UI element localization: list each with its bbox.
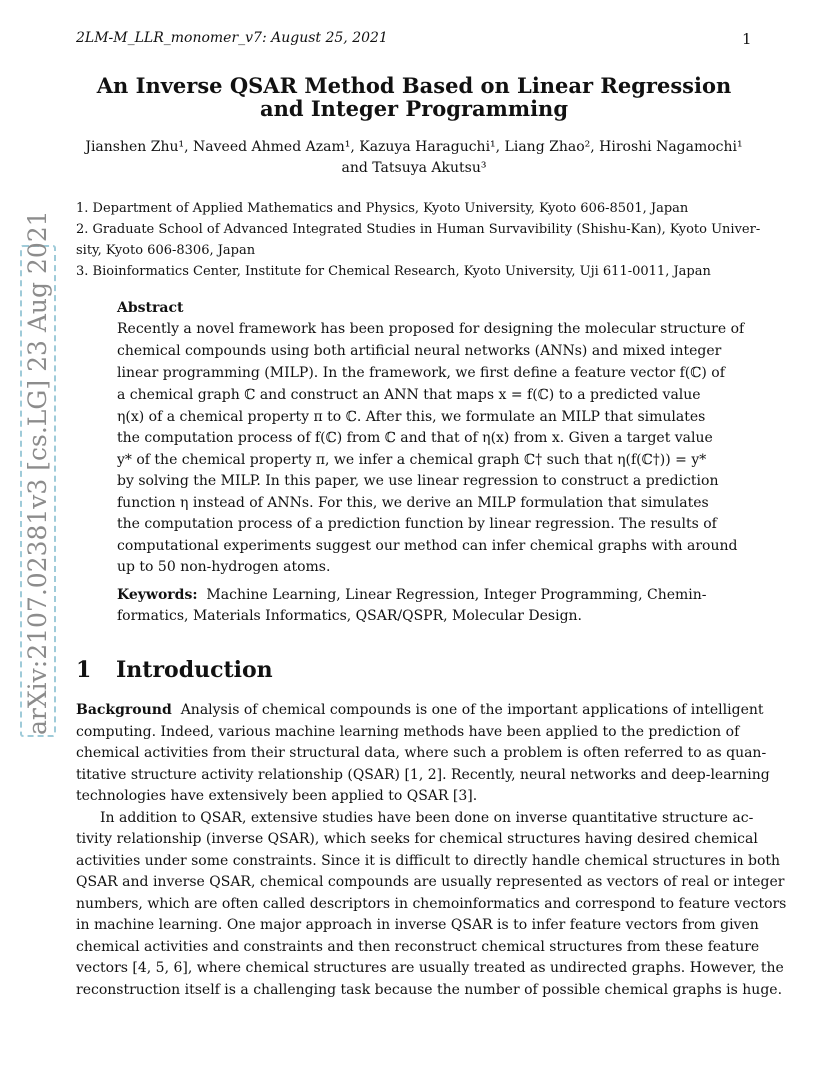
paper-title-line-2: and Integer Programming [259,96,569,121]
section-title: Introduction [116,657,273,683]
abstract-line: chemical compounds using both artificial neural networks (ANNs) and mixed integer [117,343,722,359]
body-line: tivity relationship (inverse QSAR), which seeks for chemical structures having desired chemical [76,831,758,847]
arxiv-stamp [20,210,56,737]
abstract-line: computational experiments suggest our method can infer chemical graphs with around [117,538,738,554]
body-line: titative structure activity relationship (QSAR) [1, 2]. Recently, neural networks and deep-learning [76,767,770,783]
affiliation-2-continued: sity, Kyoto 606-8306, Japan [76,243,256,258]
body-line [76,702,764,718]
abstract-line: the computation process of f(ℂ) from ℂ and that of η(x) from x. Given a target value [117,430,713,446]
body-line: In addition to QSAR, extensive studies have been done on inverse quantitative structure ac- [100,810,754,826]
keywords-label: Keywords: [117,587,198,603]
body-line: reconstruction itself is a challenging task because the number of possible chemical graphs is huge. [76,982,783,998]
keywords-text: Machine Learning, Linear Regression, Integer Programming, Chemin- [206,587,707,603]
body-line: activities under some constraints. Since it is difficult to directly handle chemical structures in both [76,853,781,869]
running-header: 2LM-M_LLR_monomer_v7: August 25, 2021 [76,30,388,46]
abstract-line: the computation process of a prediction function by linear regression. The results of [117,516,717,532]
abstract-line: a chemical graph ℂ and construct an ANN that maps x = f(ℂ) to a predicted value [117,387,701,403]
abstract-line: y* of the chemical property π, we infer a chemical graph ℂ† such that η(f(ℂ†)) = y* [117,452,707,468]
authors-line-1: Jianshen Zhu¹, Naveed Ahmed Azam¹, Kazuya Haraguchi¹, Liang Zhao², Hiroshi Nagamochi¹ [85,139,743,155]
arxiv-identifier[interactable]: arXiv:2107.02381v3 [cs.LG] 23 Aug 2021 [23,210,52,735]
authors-line-2: and Tatsuya Akutsu³ [341,160,487,176]
affiliation-2: 2. Graduate School of Advanced Integrated Studies in Human Survavibility (Shishu-Kan), Kyoto Univer- [76,222,761,237]
section-number: 1 [76,657,92,683]
affiliation-3: 3. Bioinformatics Center, Institute for Chemical Research, Kyoto University, Uji 611-0011, Japan [76,264,711,279]
abstract-line: Recently a novel framework has been proposed for designing the molecular structure of [117,321,745,337]
paper-title-line-1: An Inverse QSAR Method Based on Linear Regression [96,73,732,98]
body-line: QSAR and inverse QSAR, chemical compounds are usually represented as vectors of real or integer [76,874,785,890]
body-line: in machine learning. One major approach in inverse QSAR is to infer feature vectors from given [76,917,759,933]
paragraph-label-background: Background [76,702,172,718]
keywords-line-2: formatics, Materials Informatics, QSAR/QSPR, Molecular Design. [117,608,582,624]
abstract-heading: Abstract [117,300,184,316]
body-line: numbers, which are often called descriptors in chemoinformatics and correspond to feature vectors [76,896,787,912]
abstract-line: function η instead of ANNs. For this, we derive an MILP formulation that simulates [117,495,709,511]
keywords-line-1 [117,587,707,603]
body-line: technologies have extensively been applied to QSAR [3]. [76,788,478,804]
section-heading [76,657,273,683]
body-line: computing. Indeed, various machine learning methods have been applied to the prediction of [76,724,740,740]
abstract-line: up to 50 non-hydrogen atoms. [117,559,331,575]
affiliation-1: 1. Department of Applied Mathematics and Physics, Kyoto University, Kyoto 606-8501, Japan [76,201,689,216]
page-number: 1 [742,30,752,48]
body-text: Analysis of chemical compounds is one of the important applications of intelligent [180,702,764,718]
abstract-line: by solving the MILP. In this paper, we use linear regression to construct a prediction [117,473,719,489]
abstract-line: linear programming (MILP). In the framework, we first define a feature vector f(ℂ) of [117,365,725,381]
body-line: chemical activities from their structural data, where such a problem is often referred to as quan- [76,745,767,761]
body-line: chemical activities and constraints and then reconstruct chemical structures from these feature [76,939,760,955]
body-line: vectors [4, 5, 6], where chemical structures are usually treated as undirected graphs. However, the [76,960,784,976]
abstract-line: η(x) of a chemical property π to ℂ. After this, we formulate an MILP that simulates [117,409,706,425]
